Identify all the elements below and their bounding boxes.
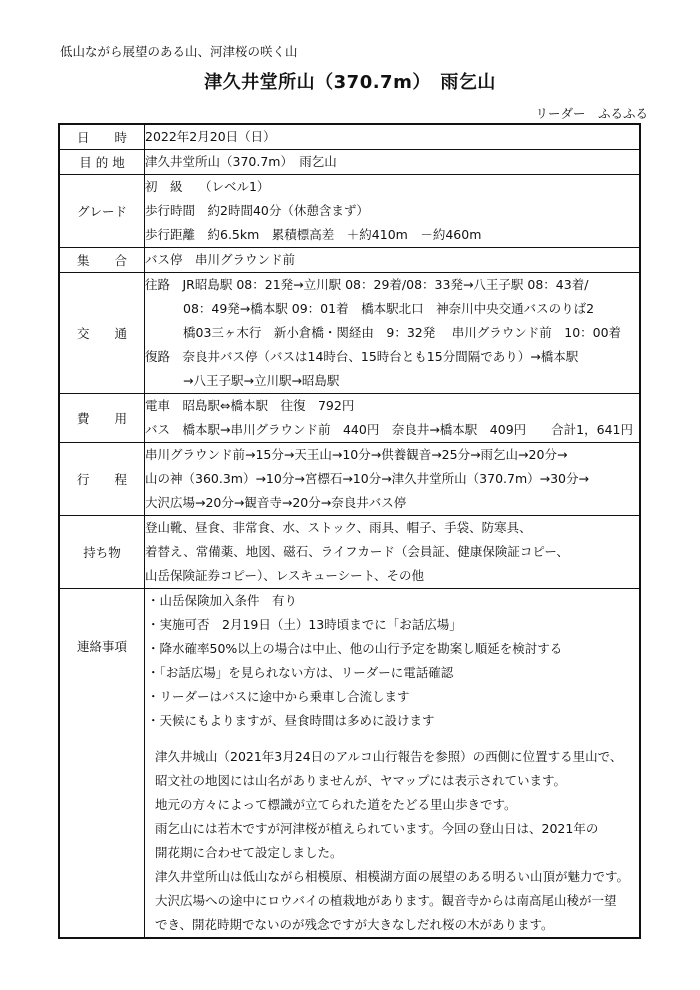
meeting-text: バス停 串川グラウンド前 (145, 252, 296, 267)
paragraph-line: 雨乞山には若木ですが河津桜が植えられています。今回の登山日は、2021年の (155, 821, 599, 836)
note-bullet: ・山岳保険加入条件 有り (147, 593, 298, 608)
cost-line: バス 橋本駅→串川グラウンド前 440円 奈良井→橋本駅 409円 合計1，641円 (145, 422, 633, 437)
row-date (59, 124, 640, 150)
grade-line: 初 級 （レベル1） (145, 179, 270, 194)
transport-line: 橋03三ヶ木行 新小倉橋・関経由 9：32発 串川グラウンド前 10：00着 (183, 325, 622, 340)
row-meeting (59, 248, 640, 273)
note-bullet: ・リーダーはバスに途中から乗車し合流します (147, 689, 410, 704)
value-date (145, 124, 641, 150)
transport-line: 復路 奈良井バス停（バスは14時台、15時台とも15分間隔であり）→橋本駅 (145, 349, 579, 364)
page-subtitle: 低山ながら展望のある山、河津桜の咲く山 (60, 44, 298, 59)
paragraph-line: 津久井堂所山は低山ながら相模原、相模湖方面の展望のある明るい山頂が魅力です。 (155, 869, 630, 884)
label-itinerary: 行 程 (59, 443, 145, 516)
row-destination (59, 150, 640, 175)
row-itinerary (59, 443, 640, 516)
value-itinerary (145, 443, 641, 516)
row-grade (59, 175, 640, 248)
transport-line: 08：49発→橋本駅 09：01着 橋本駅北口 神奈川中央交通バスのりば2 (183, 301, 595, 316)
value-items (145, 516, 641, 589)
value-destination (145, 150, 641, 175)
transport-line: 往路 JR昭島駅 08：21発→立川駅 08：29着/08：33発→八王子駅 08：43着/ (145, 277, 589, 292)
note-bullet: ・天候にもよりますが、昼食時間は多めに設けます (147, 713, 435, 728)
notes-paragraph (147, 745, 639, 937)
row-transport (59, 273, 640, 394)
leader-name: リーダー ふるふる (535, 106, 648, 121)
paragraph-line: でき、開花時期でないのが残念ですが大きなしだれ桜の木があります。 (155, 917, 554, 932)
itinerary-line: 山の神（360.3m）→10分→宮標石→10分→津久井堂所山（370.7m）→30分→ (145, 471, 589, 486)
label-transport: 交 通 (59, 273, 145, 394)
value-meeting (145, 248, 641, 273)
value-transport (145, 273, 641, 394)
items-line: 山岳保険証券コピー）、レスキューシート、その他 (145, 568, 425, 583)
itinerary-line: 大沢広場→20分→観音寺→20分→奈良井バス停 (145, 495, 407, 510)
items-line: 登山靴、昼食、非常食、水、ストック、雨具、帽子、手袋、防寒具、 (145, 520, 532, 535)
label-notes: 連絡事項 (59, 589, 145, 939)
plan-table (58, 123, 641, 939)
destination-text: 津久井堂所山（370.7m） 雨乞山 (145, 154, 337, 169)
date-text: 2022年2月20日（日） (145, 129, 276, 144)
grade-line: 歩行時間 約2時間40分（休憩含まず） (145, 203, 369, 218)
itinerary-line: 串川グラウンド前→15分→天王山→10分→供養観音→25分→雨乞山→20分→ (145, 447, 568, 462)
paragraph-line: 津久井城山（2021年3月24日のアルコ山行報告を参照）の西側に位置する里山で、 (155, 749, 623, 764)
value-cost (145, 394, 641, 443)
note-bullet: ・実施可否 2月19日（土）13時頃までに「お話広場」 (147, 617, 462, 632)
note-bullet: ・降水確率50%以上の場合は中止、他の山行予定を勘案し順延を検討する (147, 641, 563, 656)
label-grade: グレード (59, 175, 145, 248)
label-cost: 費 用 (59, 394, 145, 443)
cost-line: 電車 昭島駅⇔橋本駅 往復 792円 (145, 398, 355, 413)
grade-line: 歩行距離 約6.5km 累積標高差 ＋約410m －約460m (145, 227, 482, 242)
note-bullet: ・「お話広場」を見られない方は、リーダーに電話確認 (147, 665, 454, 680)
label-destination: 目 的 地 (59, 150, 145, 175)
row-notes (59, 589, 640, 939)
items-line: 着替え、常備薬、地図、磁石、ライフカード（会員証、健康保険証コピー、 (145, 544, 569, 559)
value-notes (145, 589, 641, 939)
paragraph-line: 大沢広場への途中にロウバイの植栽地があります。観音寺からは南高尾山稜が一望 (155, 893, 617, 908)
label-items: 持ち物 (59, 516, 145, 589)
value-grade (145, 175, 641, 248)
paragraph-line: 昭文社の地図には山名がありませんが、ヤマップには表示されています。 (155, 773, 567, 788)
row-items (59, 516, 640, 589)
paragraph-line: 地元の方々によって標識が立てられた道をたどる里山歩きです。 (155, 797, 517, 812)
label-meeting: 集 合 (59, 248, 145, 273)
label-date: 日 時 (59, 124, 145, 150)
transport-line: →八王子駅→立川駅→昭島駅 (183, 373, 340, 388)
row-cost (59, 394, 640, 443)
page-title: 津久井堂所山（370.7m） 雨乞山 (204, 72, 496, 93)
paragraph-line: 開花期に合わせて設定しました。 (155, 845, 343, 860)
